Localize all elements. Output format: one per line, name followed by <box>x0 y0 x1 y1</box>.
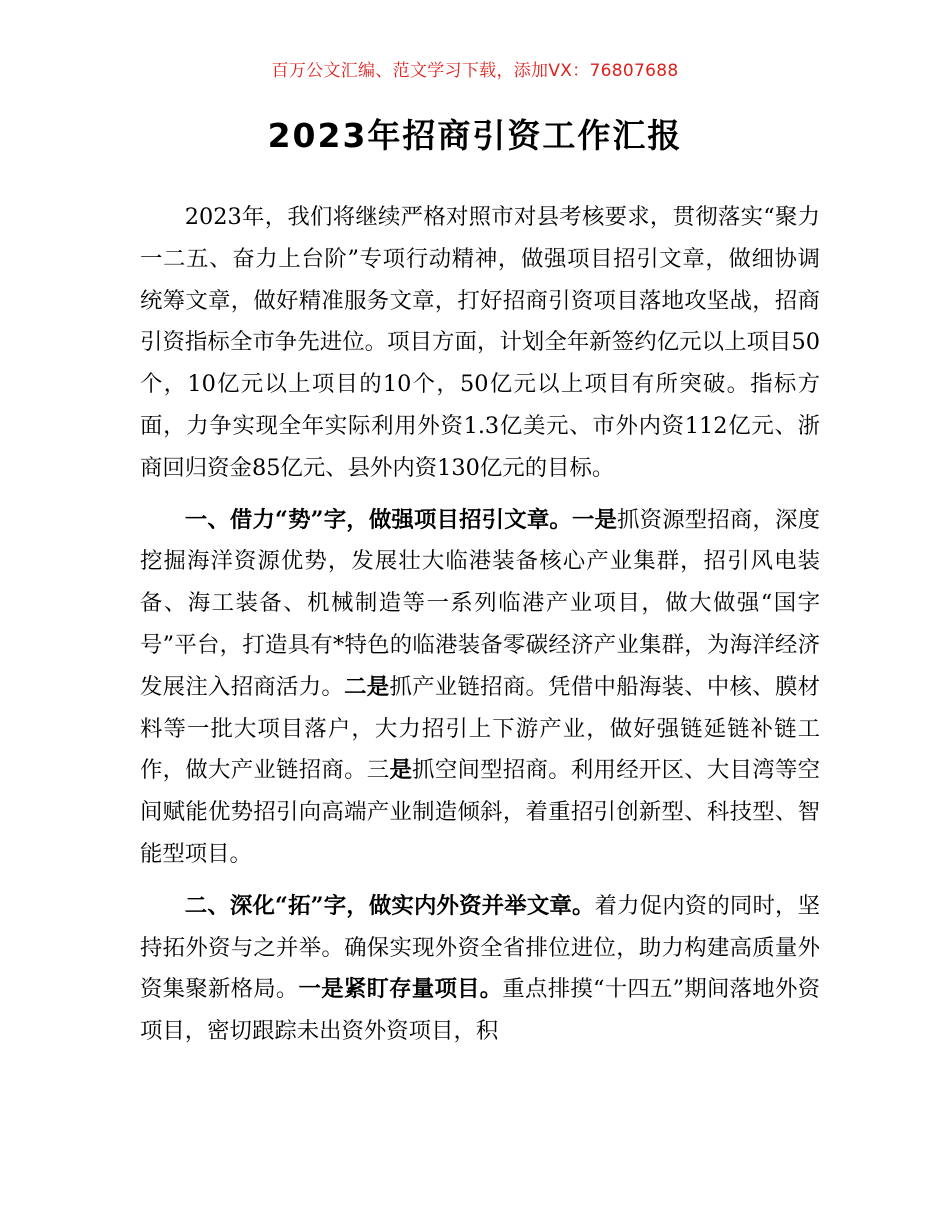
document-body <box>140 197 820 1053</box>
section-2-heading: 二、深化“拓”字，做实内外资并举文章。 <box>184 892 595 919</box>
section-2-text-1: 着力促内资的同时，坚持拓外资与之并举。确保实现外资全省排位进位，助力构建高质量外资集聚新格局。 <box>140 892 820 1003</box>
section-1-lead-1: 一是 <box>571 506 618 533</box>
section-1-paragraph <box>140 500 820 876</box>
watermark-header: 百万公文汇编、范文学习下载，添加VX：76807688 <box>271 61 679 81</box>
section-2-text-2: 重点排摸“十四五”期间落地外资项目，密切跟踪未出资外资项目，积 <box>140 976 821 1045</box>
intro-paragraph: 2023年，我们将继续严格对照市对县考核要求，贯彻落实“聚力一二五、奋力上台阶”专项行动精神，做强项目招引文章，做细协调统筹文章，做好精准服务文章，打好招商引资项目落地攻坚战，招商引资指标全市争先进位。项目方面，计划全年新签约亿元以上项目50个，10亿元以上项目的10个，50亿元以上项目有所突破。指标方面，力争实现全年实际利用外资1.3亿美元、市外内资112亿元、浙商回归资金85亿元、县外内资130亿元的目标。 <box>140 204 820 481</box>
section-1-lead-3: 是 <box>389 757 413 784</box>
section-1-lead-2: 二是 <box>344 673 390 700</box>
section-1-heading: 一、借力“势”字，做强项目招引文章。 <box>184 506 572 533</box>
section-1-text-1: 抓资源型招商，深度挖掘海洋资源优势，发展壮大临港装备核心产业集群，招引风电装备、海工装备、机械制造等一系列临港产业项目，做大做强“国字号”平台，打造具有*特色的临港装备零碳经济产业集群，为海洋经济发展注入招商活力。 <box>140 506 821 700</box>
section-1-text-3: 抓空间型招商。利用经开区、大目湾等空间赋能优势招引向高端产业制造倾斜，着重招引创新型、科技型、智能型项目。 <box>140 757 821 867</box>
section-2-lead-1: 一是紧盯存量项目。 <box>298 976 503 1003</box>
section-2-paragraph <box>140 886 820 1053</box>
page-title: 2023年招商引资工作汇报 <box>267 116 683 155</box>
section-1-text-2: 抓产业链招商。凭借中船海装、中核、膜材料等一批大项目落户，大力招引上下游产业，做好强链延链补链工作，做大产业链招商。三 <box>140 673 821 784</box>
